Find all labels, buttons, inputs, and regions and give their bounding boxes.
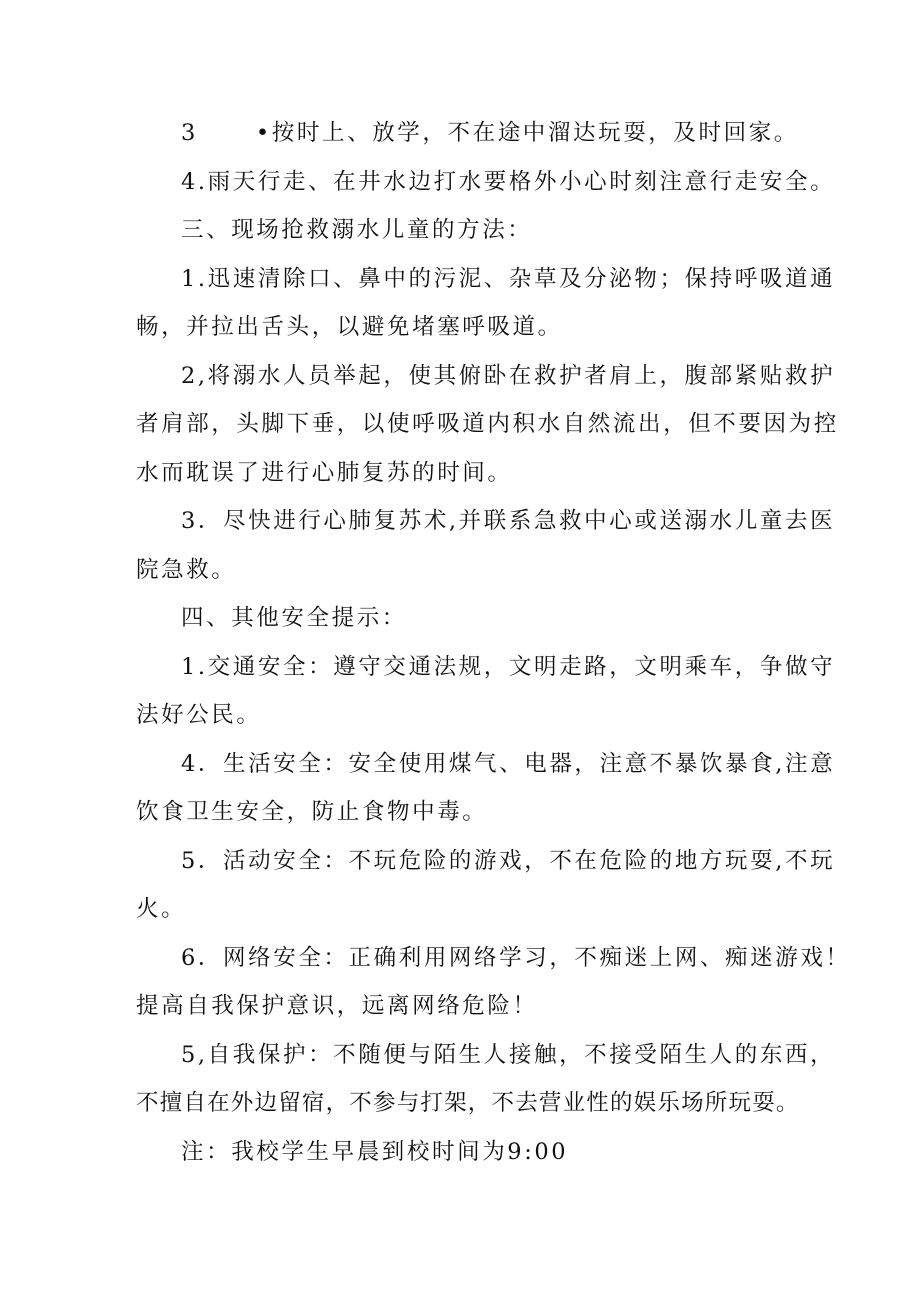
paragraph-line-18: 6．网络安全：正确利用网络学习，不痴迷上网、痴迷游戏！ — [181, 945, 851, 971]
section-heading-3: 三、现场抢救溺水儿童的方法： — [181, 217, 533, 243]
paragraph-line-19: 提高自我保护意识，远离网络危险！ — [136, 993, 538, 1019]
paragraph-line-20: 5,自我保护：不随便与陌生人接触，不接受陌生人的东西， — [181, 1042, 836, 1068]
paragraph-line-21: 不擅自在外边留宿，不参与打架，不去营业性的娱乐场所玩耍。 — [136, 1090, 800, 1116]
paragraph-line-8: 水而耽误了进行心肺复苏的时间。 — [136, 460, 513, 486]
paragraph-line-13: 法好公民。 — [136, 702, 262, 728]
paragraph-line-4: 1.迅速清除口、鼻中的污泥、杂草及分泌物；保持呼吸道通 — [181, 266, 836, 292]
paragraph-line-6: 2,将溺水人员举起，使其俯卧在救护者肩上，腹部紧贴救护 — [181, 363, 836, 389]
paragraph-line-12: 1.交通安全：遵守交通法规，文明走路，文明乘车，争做守 — [181, 654, 836, 680]
paragraph-line-17: 火。 — [136, 896, 187, 922]
paragraph-line-15: 饮食卫生安全，防止食物中毒。 — [136, 799, 488, 825]
paragraph-line-5: 畅，并拉出舌头，以避免堵塞呼吸道。 — [136, 314, 563, 340]
paragraph-line-14: 4．生活安全：安全使用煤气、电器，注意不暴饮暴食,注意 — [181, 751, 836, 777]
list-number: 3 — [181, 120, 198, 146]
paragraph-line-1 — [181, 118, 799, 148]
paragraph-line-7: 者肩部，头脚下垂，以使呼吸道内积水自然流出，但不要因为控 — [136, 411, 839, 437]
section-heading-11: 四、其他安全提示： — [181, 605, 407, 631]
paragraph-line-2: 4.雨天行走、在井水边打水要格外小心时刻注意行走安全。 — [181, 169, 836, 195]
paragraph-line-10: 院急救。 — [136, 557, 237, 583]
paragraph-line-9: 3．尽快进行心肺复苏术,并联系急救中心或送溺水儿童去医 — [181, 508, 836, 534]
note-line: 注：我校学生早晨到校时间为9:00 — [181, 1139, 569, 1165]
line-text: •按时上、放学，不在途中溜达玩耍，及时回家。 — [255, 120, 799, 146]
paragraph-line-16: 5．活动安全：不玩危险的游戏，不在危险的地方玩耍,不玩 — [181, 848, 836, 874]
